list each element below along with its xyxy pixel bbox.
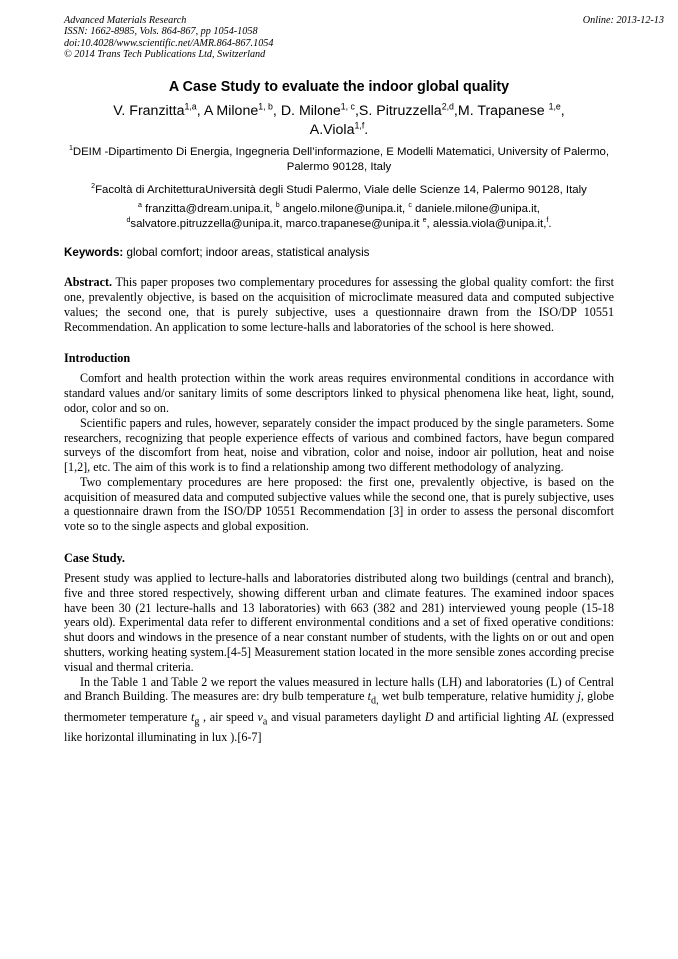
author: S. Pitruzzella$^{2,d}$, [358, 100, 458, 119]
keywords [64, 245, 614, 260]
online-date: Online: 2013-12-13 [582, 15, 664, 26]
author: A.Viola$^{1,f}$. [309, 119, 369, 138]
email-link[interactable]: , alessia.viola@unipa.it, [426, 218, 547, 231]
keywords-text: global comfort; indoor areas, statistical analysis [123, 246, 370, 260]
paragraph: Scientific papers and rules, however, separately consider the impact produced by the single parameters. Some researchers, recognizing that people experience effects of various and combined factors, have begun compared surveys of the discomfort from heat, noise and vibration, color and noise, indoor air pollution, heat and noise [1,2], etc. The aim of this work is to find a relationship among two different methodology of analyzing. [64, 415, 614, 475]
abstract-text: This paper proposes two complementary procedures for assessing the global quality comfort: the first one, prevalently objective, is based on the acquisition of microclimate measured data and computed subjective values; the second one, that is purely subjective, uses a questionnaire drawn from the ISO/DP 10551 Recommendation. An application to some lecture-halls and laboratories of the school is here showed. [64, 275, 614, 334]
author: D. Milone$^{1, c}$, [280, 100, 359, 119]
paragraph: Two complementary procedures are here proposed: the first one, prevalently objective, is based on the acquisition of measured data and computed subjective values while the second one, that is purely subjective, uses a questionnaire drawn from the ISO/DP 10551 Recommendation [3] in order to assess the personal discomfort vote so to the single aspects and global exposition. [64, 474, 614, 534]
author: A Milone$^{1, b}$, [203, 100, 281, 119]
author-list [64, 102, 614, 140]
abstract-label: Abstract. [64, 275, 113, 290]
paper-title: A Case Study to evaluate the indoor global quality [168, 78, 510, 95]
abstract [64, 275, 614, 334]
journal-name: Advanced Materials Research [64, 15, 187, 26]
email-link[interactable]: daniele.milone@unipa.it, [415, 203, 540, 216]
affiliation-2: $^2$Facoltà di ArchitetturaUniversità degli Studi Palermo, Viale delle Scienze 14, Palermo 90128, Italy [91, 182, 587, 196]
copyright-line: © 2014 Trans Tech Publications Ltd, Switzerland [64, 49, 266, 61]
section-heading-introduction: Introduction [64, 351, 131, 366]
author: V. Franzitta$^{1,a}$, [113, 100, 204, 119]
paragraph: In the Table 1 and Table 2 we report the values measured in lecture halls (LH) and laboratories (L) of Central and Branch Building. The measures are: dry bulb temperature $t_{d,}$ wet bulb temperature, relative humidity j, globe thermometer temperature $t_g$ , air speed $v_a$ and visual parameters daylight D and artificial lighting AL (expressed like horizontal illuminating in lux ).[6-7] [64, 674, 614, 744]
author: M. Trapanese $^{1,e}$, [457, 100, 565, 119]
issn-line: ISSN: 1662-8985, Vols. 864-867, pp 1054-1058 [64, 26, 258, 38]
author-emails: $^a$ franzitta@dream.unipa.it, $^b$ angelo.milone@unipa.it, $^c$ daniele.milone@unipa.it, $^d$salvatore.pitruzzella@unipa.it, marco.trapanese@unipa.it $^e$, alessia.viola@unipa.it,$^f$. [126, 202, 552, 231]
affiliation-1: $^1$DEIM -Dipartimento Di Energia, Ingegneria Dell’informazione, E Modelli Matematici, University of Palermo, Palermo 90128, Italy [68, 144, 610, 174]
paragraph: Present study was applied to lecture-halls and laboratories distributed along two buildings (central and branch), five and three stored respectively, showing different urban and climate features. The examined indoor spaces have been 30 (21 lecture-halls and 13 laboratories) with 663 (382 and 281) interviewed young people (15-18 years old). Experimental data refer to different environmental conditions and a set of fixed operative conditions: shut doors and windows in the presence of a near constant number of students, with the lights on or out and open shutters, working heating system.[4-5] Measurement station located in the more sensible zones according precise visual and thermal criteria. [64, 571, 614, 674]
section-heading-case-study: Case Study. [64, 551, 125, 566]
email-link[interactable]: salvatore.pitruzzella@unipa.it, marco.trapanese@unipa.it [130, 218, 423, 231]
paragraph: Comfort and health protection within the work areas requires environmental conditions in accordance with standard values and/or sanitary limits of some descriptors linked to physical phenomena like heat, light, sound, odor, color and so on. [64, 371, 614, 415]
keywords-label: Keywords: [64, 246, 124, 260]
email-link[interactable]: angelo.milone@unipa.it, [282, 203, 409, 216]
doi-line: doi:10.4028/www.scientific.net/AMR.864-867.1054 [64, 37, 274, 49]
journal-header [64, 0, 664, 61]
email-link[interactable]: franzitta@dream.unipa.it, [145, 203, 276, 216]
